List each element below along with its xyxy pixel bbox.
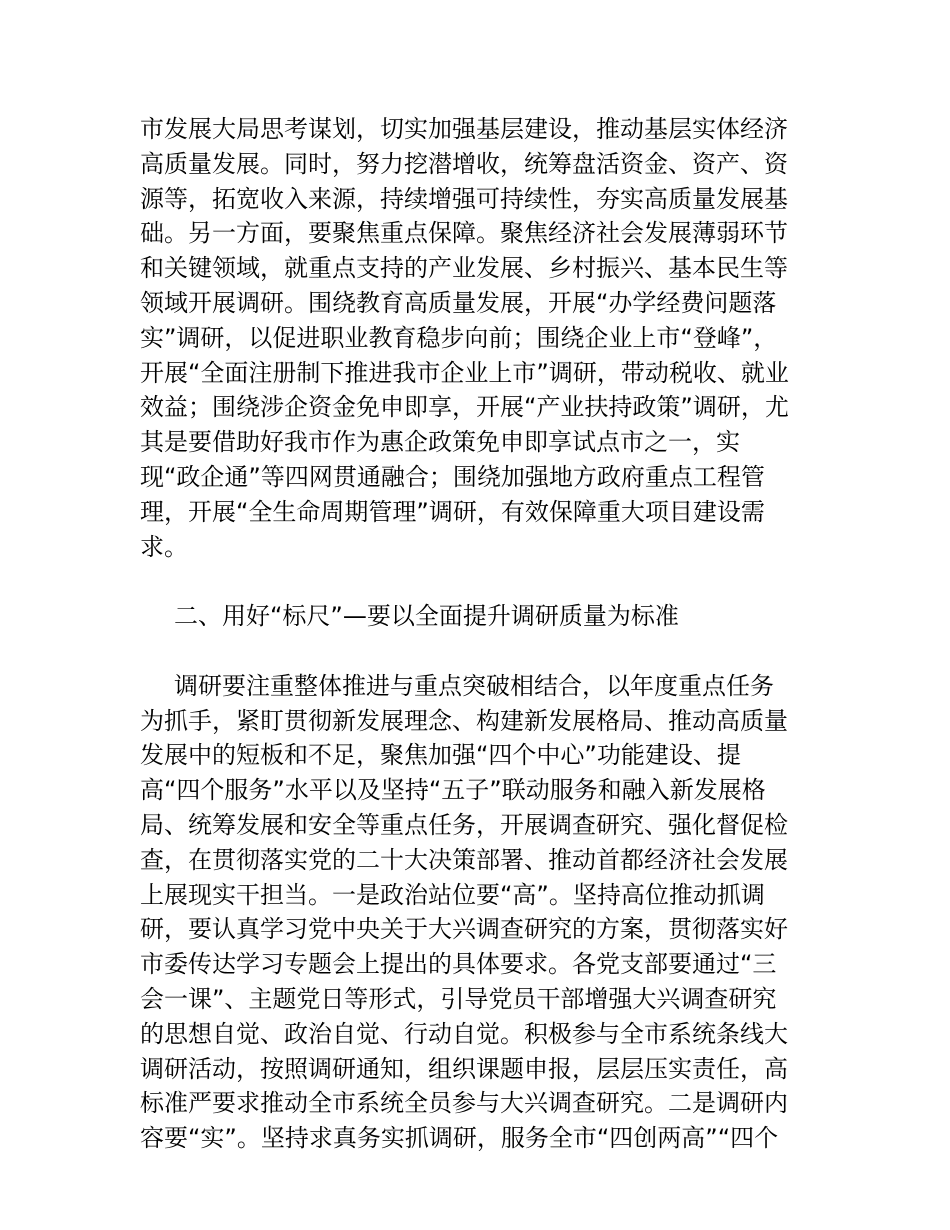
body-text-line: 其是要借助好我市作为惠企政策免申即享试点市之一，实 (140, 428, 740, 457)
document-body (140, 112, 820, 1156)
body-text-line: 标准严要求推动全市系统全员参与大兴调查研究。二是调研内 (140, 1089, 788, 1118)
body-text-line: 求。 (140, 532, 188, 561)
body-text-line: 会一课”、主题党日等形式，引导党员干部增强大兴调查研究 (140, 984, 777, 1013)
body-text-line: 查，在贯彻落实党的二十大决策部署、推动首都经济社会发展 (140, 845, 788, 874)
section-heading: 二、用好“标尺”—要以全面提升调研质量为标准 (174, 602, 679, 631)
blank-line (140, 564, 820, 599)
body-text-line: 高“四个服务”水平以及坚持“五子”联动服务和融入新发展格 (140, 776, 766, 805)
body-text-line: 市委传达学习专题会上提出的具体要求。各党支部要通过“三 (140, 950, 777, 979)
body-text-line: 局、统筹发展和安全等重点任务，开展调查研究、强化督促检 (140, 810, 788, 839)
body-text-line: 高质量发展。同时，努力挖潜增收，统筹盘活资金、资产、资 (140, 149, 788, 178)
body-text-line: 调研活动，按照调研通知，组织课题申报，层层压实责任，高 (140, 1054, 788, 1083)
body-text-line: 实”调研，以促进职业教育稳步向前；围绕企业上市“登峰”， (140, 323, 778, 352)
body-text-line: 市发展大局思考谋划，切实加强基层建设，推动基层实体经济 (140, 115, 788, 143)
body-text-line: 容要“实”。坚持求真务实抓调研，服务全市“四创两高”“四个 (140, 1124, 779, 1153)
body-text-line: 和关键领域，就重点支持的产业发展、乡村振兴、基本民生等 (140, 254, 788, 283)
body-text-line: 源等，拓宽收入来源，持续增强可持续性，夯实高质量发展基 (140, 184, 788, 213)
body-text-line: 研，要认真学习党中央关于大兴调查研究的方案，贯彻落实好 (140, 915, 788, 944)
body-text-line: 发展中的短板和不足，聚焦加强“四个中心”功能建设、提 (140, 741, 741, 770)
body-text-line: 开展“全面注册制下推进我市企业上市”调研，带动税收、就业 (140, 358, 789, 387)
body-text-line: 的思想自觉、政治自觉、行动自觉。积极参与全市系统条线大 (140, 1019, 788, 1048)
body-text-line: 理，开展“全生命周期管理”调研，有效保障重大项目建设需 (140, 497, 765, 526)
body-text-line: 领域开展调研。围绕教育高质量发展，开展“办学经费问题落 (140, 288, 777, 317)
body-text-line: 调研要注重整体推进与重点突破相结合，以年度重点任务 (174, 671, 774, 700)
body-text-line: 为抓手，紧盯贯彻新发展理念、构建新发展格局、推动高质量 (140, 706, 788, 735)
body-text-line: 效益；围绕涉企资金免申即享，开展“产业扶持政策”调研，尤 (140, 393, 789, 422)
body-text-line: 现“政企通”等四网贯通融合；围绕加强地方政府重点工程管 (140, 462, 765, 491)
body-text-line: 上展现实干担当。一是政治站位要“高”。坚持高位推动抓调 (140, 880, 765, 909)
blank-line (140, 634, 820, 669)
body-text-line: 础。另一方面，要聚焦重点保障。聚焦经济社会发展薄弱环节 (140, 219, 788, 248)
